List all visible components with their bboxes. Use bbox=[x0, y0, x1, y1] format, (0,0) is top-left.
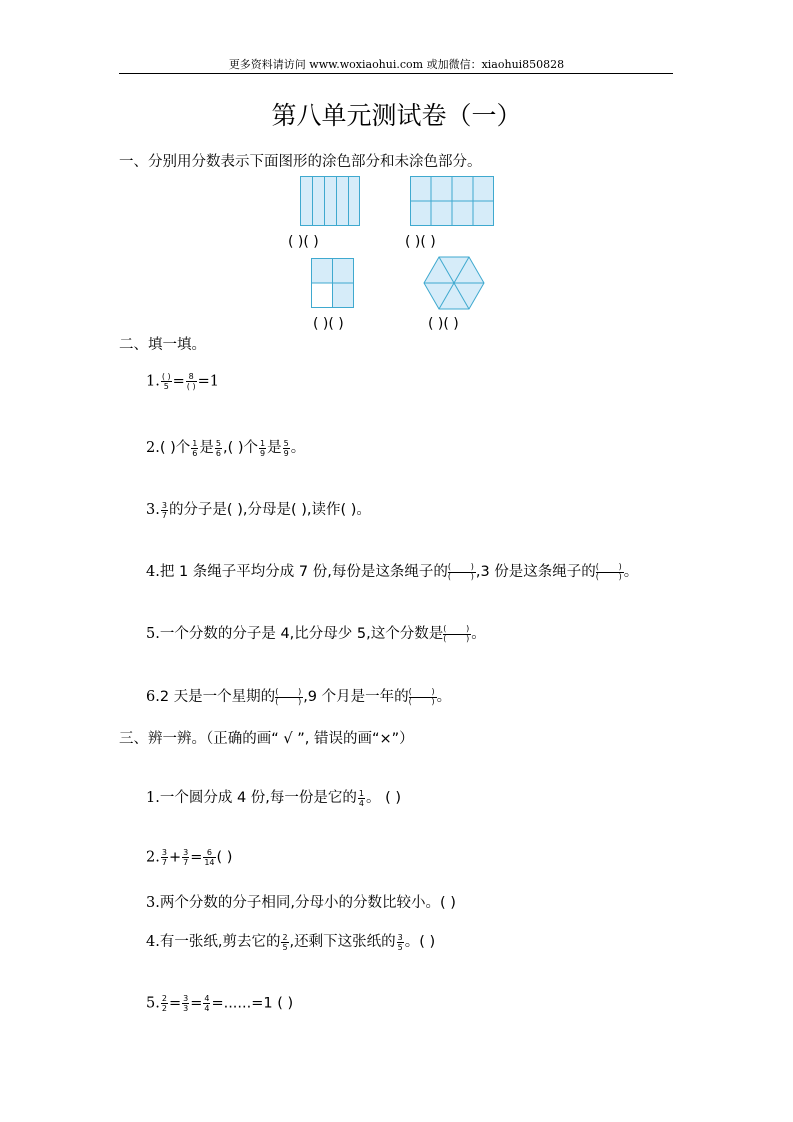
fraction-blank[interactable]: ( ) ( ) bbox=[443, 624, 470, 643]
answer-blank-3[interactable]: ( )( ) bbox=[313, 316, 344, 332]
fraction-blank[interactable]: ( ) ( ) bbox=[595, 562, 622, 581]
section-1-heading: 一、分别用分数表示下面图形的涂色部分和未涂色部分。 bbox=[119, 154, 482, 170]
figure-vertical-stripes bbox=[300, 176, 360, 226]
header-text: 更多资料请访问 www.woxiaohui.com 或加微信：xiaohui850828 bbox=[228, 58, 565, 71]
figure-hexagon bbox=[423, 256, 485, 310]
fraction-8-over-blank[interactable]: $\frac{8}{( )}$ bbox=[186, 372, 196, 391]
answer-blank-1[interactable]: ( )( ) bbox=[288, 234, 319, 250]
answer-blank-4[interactable]: ( )( ) bbox=[428, 316, 459, 332]
fill-question-4: 4.把 1 条绳子平均分成 7 份,每份是这条绳子的 ( ) ( ) ,3 份是这条绳子的 ( ) ( ) 。 bbox=[146, 562, 639, 581]
fraction-blank[interactable]: ( ) ( ) bbox=[275, 687, 302, 706]
figure-grid-4x2 bbox=[410, 176, 494, 226]
judge-question-1: 1.一个圆分成 4 份,每一份是它的 $\frac{1}{4}$ 。 ( ) bbox=[146, 788, 402, 808]
fraction-blank[interactable]: ( ) ( ) bbox=[447, 562, 474, 581]
page-title: 第八单元测试卷（一） bbox=[271, 101, 522, 130]
judge-question-5: 5. $\frac{2}{2}$ = $\frac{3}{3}$ = $\frac{4}{4}$ =......=1 ( ) bbox=[146, 994, 294, 1013]
header-divider bbox=[119, 73, 673, 74]
fraction-blank[interactable]: ( ) ( ) bbox=[408, 687, 435, 706]
section-2-heading: 二、填一填。 bbox=[119, 337, 206, 353]
fill-question-2: 2.( )个 $\frac{1}{6}$ 是 $\frac{5}{6}$ ,( )个 $\frac{1}{9}$ 是 $\frac{5}{9}$ 。 bbox=[146, 438, 306, 458]
fill-question-1: 1. $\frac{( )}{5}$ = $\frac{8}{( )}$ =1 bbox=[146, 372, 219, 391]
judge-question-4: 4.有一张纸,剪去它的 $\frac{2}{5}$ ,还剩下这张纸的 $\frac{3}{5}$ 。( ) bbox=[146, 932, 436, 952]
judge-question-3: 3.两个分数的分子相同,分母小的分数比较小。( ) bbox=[146, 895, 456, 911]
fill-question-6: 6.2 天是一个星期的 ( ) ( ) ,9 个月是一年的 ( ) ( ) 。 bbox=[146, 687, 452, 706]
section-3-heading: 三、辨一辨。（正确的画“ √ ”, 错误的画“×”） bbox=[119, 731, 414, 747]
figure-square-2x2 bbox=[311, 258, 354, 308]
judge-question-2: 2. $\frac{3}{7}$ + $\frac{3}{7}$ = $\frac{6}{14}$ ( ) bbox=[146, 848, 233, 867]
fraction-blank-over-5[interactable]: $\frac{( )}{5}$ bbox=[161, 372, 171, 391]
answer-blank-2[interactable]: ( )( ) bbox=[405, 234, 436, 250]
fill-question-5: 5.一个分数的分子是 4,比分母少 5,这个分数是 ( ) ( ) 。 bbox=[146, 624, 486, 643]
fill-question-3: 3. $\frac{3}{7}$ 的分子是( ),分母是( ),读作( )。 bbox=[146, 500, 371, 520]
